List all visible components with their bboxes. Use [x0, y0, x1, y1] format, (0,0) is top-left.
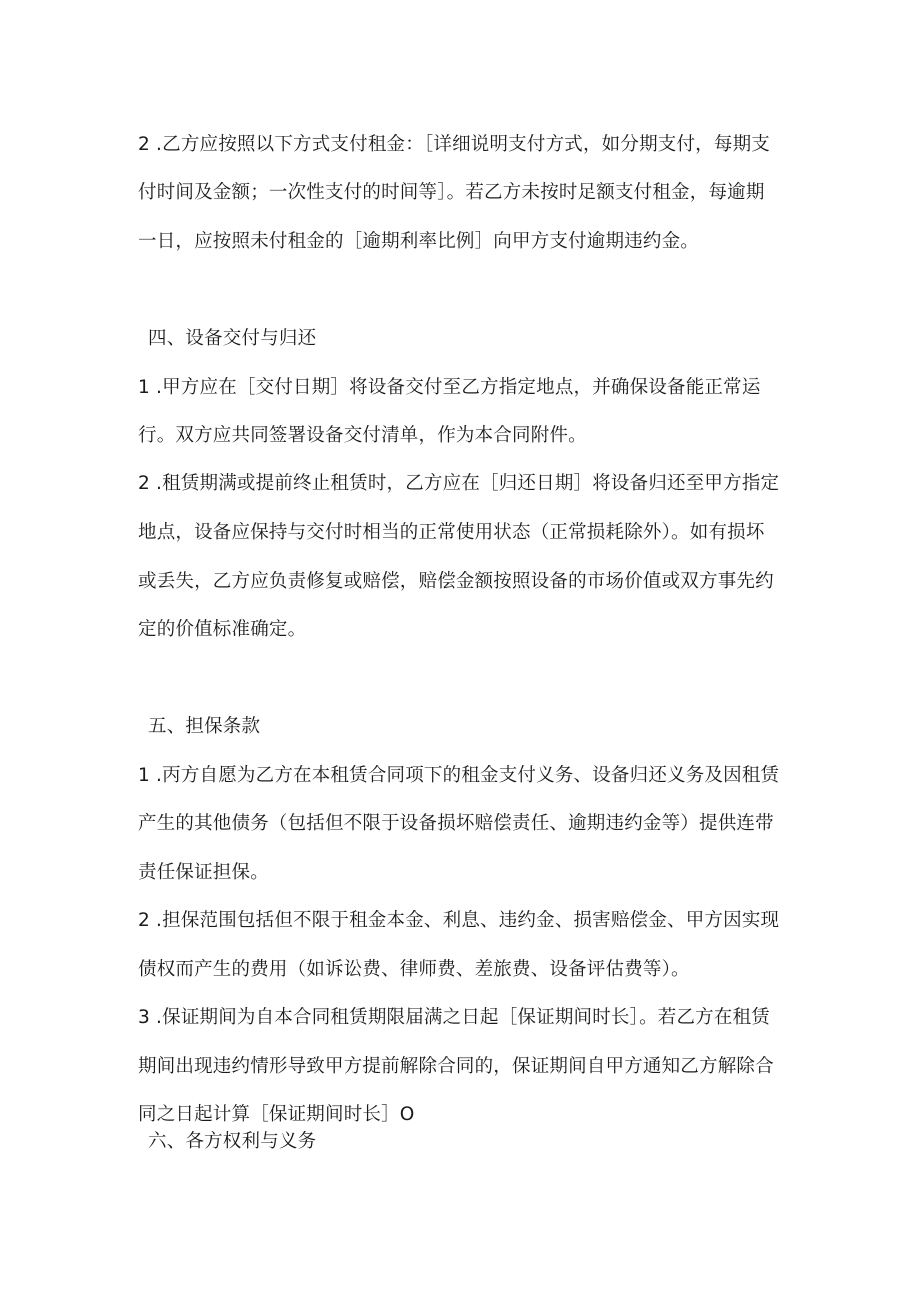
paragraph-line: 行。双方应共同签署设备交付清单，作为本合同附件。	[138, 425, 587, 446]
paragraph-line: 1 .甲方应在［交付日期］将设备交付至乙方指定地点，并确保设备能正常运	[138, 377, 761, 398]
section-heading-5: 五、担保条款	[148, 716, 261, 737]
paragraph-line: 1 .丙方自愿为乙方在本租赁合同项下的租金支付义务、设备归还义务及因租赁	[138, 765, 780, 786]
paragraph-line: 责任保证担保。	[138, 862, 269, 883]
paragraph-line: 产生的其他债务（包括但不限于设备损坏赔偿责任、逾期违约金等）提供连带	[138, 813, 774, 834]
paragraph-line: 2 .担保范围包括但不限于租金本金、利息、违约金、损害赔偿金、甲方因实现	[138, 910, 780, 931]
paragraph-line: 或丢失，乙方应负责修复或赔偿，赔偿金额按照设备的市场价值或双方事先约	[138, 571, 774, 592]
paragraph-line: 同之日起计算［保证期间时长］O	[138, 1104, 415, 1125]
section-heading-4: 四、设备交付与归还	[148, 328, 317, 349]
paragraph-line: 期间出现违约情形导致甲方提前解除合同的，保证期间自甲方通知乙方解除合	[138, 1056, 774, 1077]
paragraph-line: 地点，设备应保持与交付时相当的正常使用状态（正常损耗除外）。如有损坏	[138, 522, 765, 543]
paragraph-line: 3 .保证期间为自本合同租赁期限届满之日起［保证期间时长］。若乙方在租赁	[138, 1007, 770, 1028]
paragraph-line: 付时间及金额；一次性支付的时间等］。若乙方未按时足额支付租金，每逾期	[138, 182, 765, 203]
paragraph-line: 定的价值标准确定。	[138, 619, 307, 640]
paragraph-line: 2 .乙方应按照以下方式支付租金：［详细说明支付方式，如分期支付，每期支	[138, 134, 770, 155]
section-heading-6: 六、各方权利与义务	[148, 1131, 317, 1152]
paragraph-line: 2 .租赁期满或提前终止租赁时，乙方应在［归还日期］将设备归还至甲方指定	[138, 473, 780, 494]
paragraph-line: 一日，应按照未付租金的［逾期利率比例］向甲方支付逾期违约金。	[138, 231, 700, 252]
paragraph-line: 债权而产生的费用（如诉讼费、律师费、差旅费、设备评估费等）。	[138, 959, 690, 980]
